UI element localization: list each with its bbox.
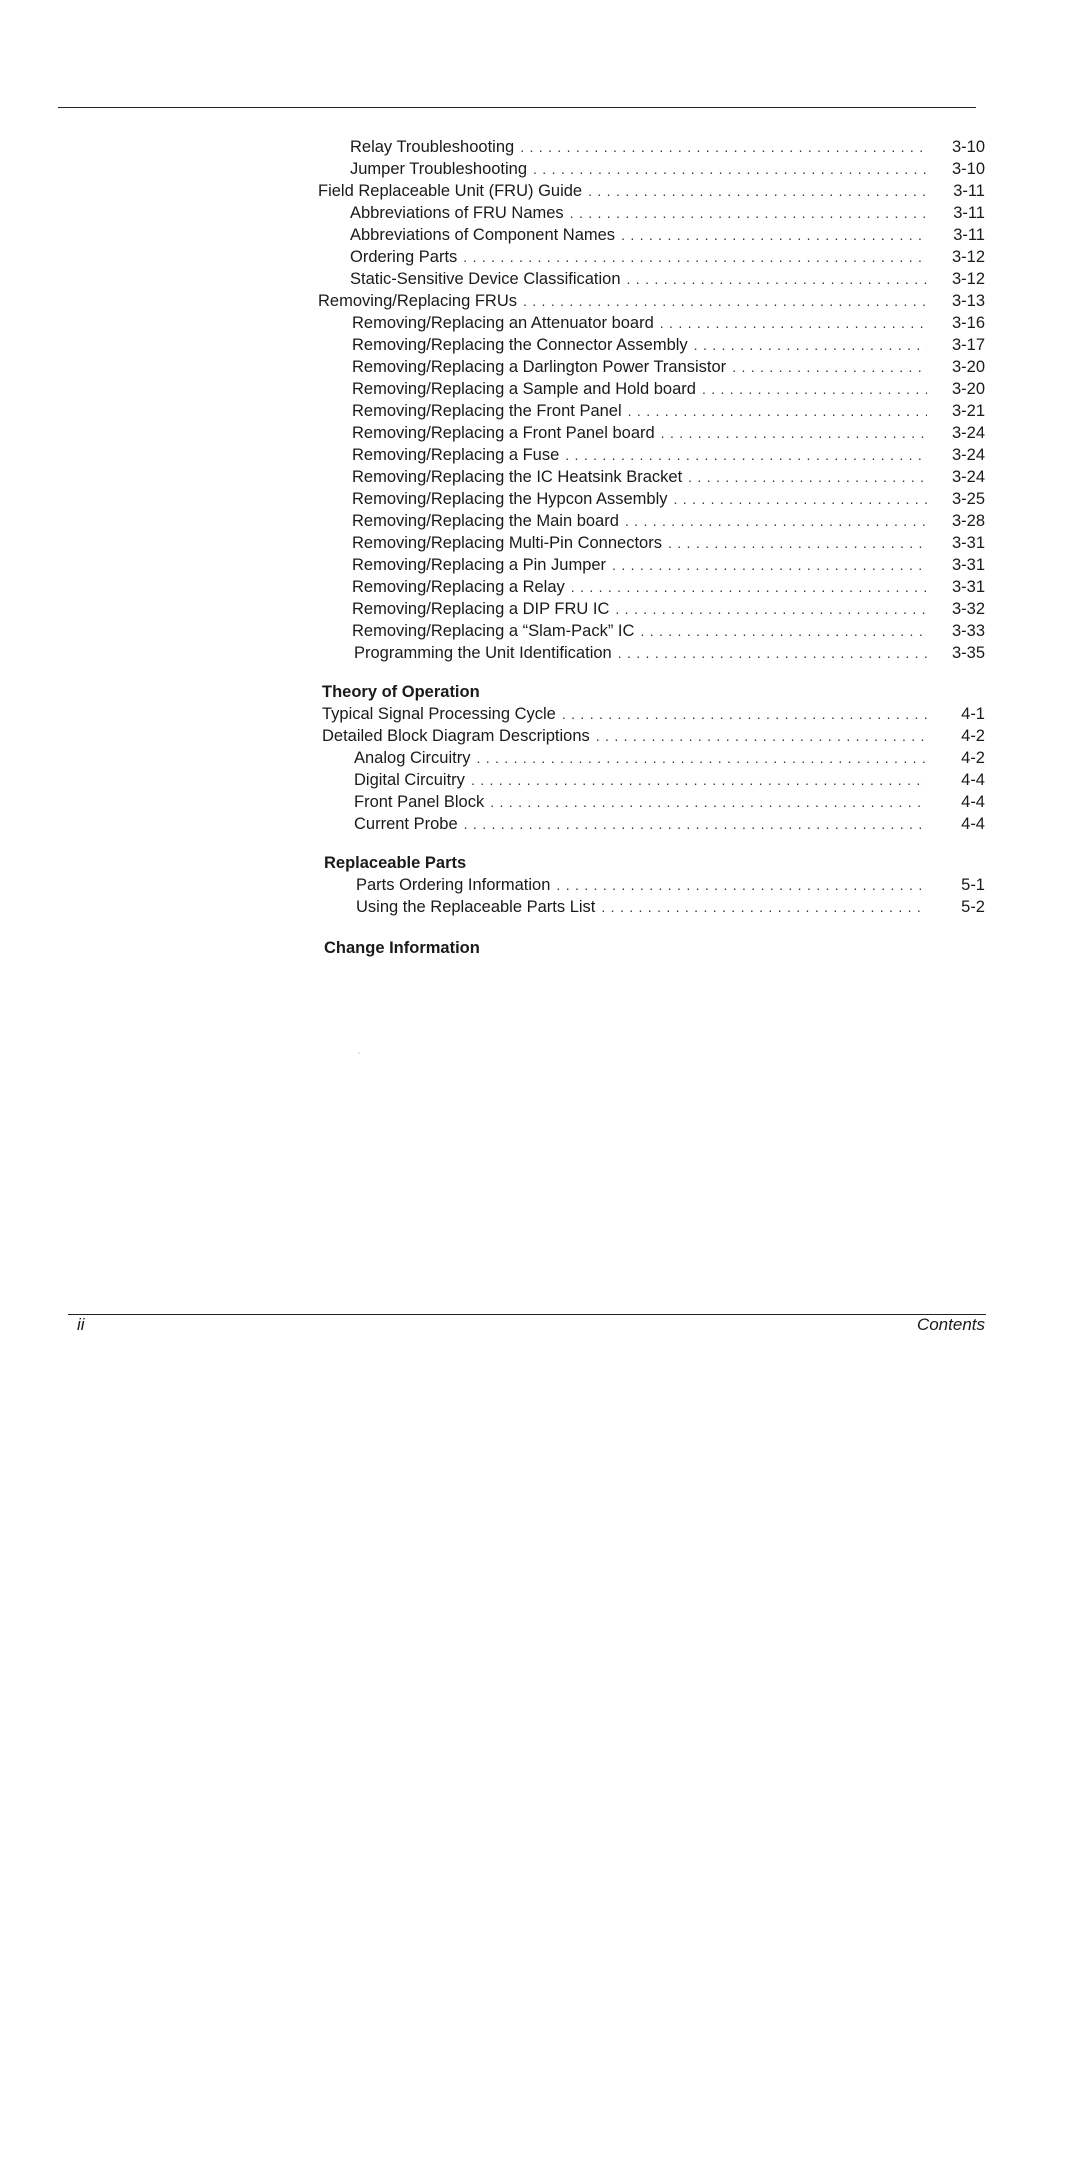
- toc-entry-page: 3-16: [951, 314, 985, 332]
- leader-dots: [612, 554, 927, 576]
- toc-entry[interactable]: [352, 400, 985, 422]
- toc-entry-title: Removing/Replacing the Front Panel: [352, 402, 622, 420]
- footer-section-name: Contents: [916, 1315, 985, 1334]
- leader-dots: [556, 874, 927, 896]
- toc-entry-page: 3-31: [951, 556, 985, 574]
- toc-entry-page: 3-20: [951, 358, 985, 376]
- toc-entry-page: 3-25: [951, 490, 985, 508]
- toc-entry[interactable]: [354, 747, 985, 769]
- toc-entry-title: Removing/Replacing the Hypcon Assembly: [352, 490, 668, 508]
- toc-entry[interactable]: [350, 268, 985, 290]
- leader-dots: [694, 334, 927, 356]
- toc-entry-page: 5-2: [961, 898, 985, 916]
- toc-entry[interactable]: [352, 444, 985, 466]
- leader-dots: [674, 488, 928, 510]
- toc-entry-page: 3-31: [951, 534, 985, 552]
- toc-entry-page: 3-32: [951, 600, 985, 618]
- toc-entry[interactable]: [356, 874, 985, 896]
- toc-entry-title: Removing/Replacing the Main board: [352, 512, 619, 530]
- toc-entry-page: 4-4: [961, 771, 985, 789]
- leader-dots: [601, 896, 927, 918]
- toc-entry-title: Removing/Replacing Multi-Pin Connectors: [352, 534, 662, 552]
- toc-entry-page: 3-10: [951, 138, 985, 156]
- bottom-rule: [68, 1314, 986, 1315]
- top-rule: [58, 107, 976, 108]
- toc-entry-page: 3-20: [951, 380, 985, 398]
- toc-entry-page: 4-4: [961, 815, 985, 833]
- toc-entry[interactable]: [352, 422, 985, 444]
- toc-entry-title: Removing/Replacing the Connector Assembly: [352, 336, 688, 354]
- toc-entry-title: Programming the Unit Identification: [354, 644, 612, 662]
- leader-dots: [628, 400, 927, 422]
- toc-entry[interactable]: [352, 554, 985, 576]
- leader-dots: [660, 312, 927, 334]
- toc-entry[interactable]: [350, 158, 985, 180]
- toc-entry-title: Removing/Replacing an Attenuator board: [352, 314, 654, 332]
- leader-dots: [471, 769, 927, 791]
- toc-entry-page: 3-24: [951, 424, 985, 442]
- toc-entry-title: Digital Circuitry: [354, 771, 465, 789]
- footer-page-number: ii: [77, 1315, 85, 1334]
- toc-entry[interactable]: [352, 532, 985, 554]
- toc-entry[interactable]: [354, 642, 985, 664]
- toc-entry[interactable]: [352, 488, 985, 510]
- toc-entry-page: 3-10: [951, 160, 985, 178]
- toc-entry-page: 3-11: [953, 204, 985, 222]
- toc-entry-title: Abbreviations of Component Names: [350, 226, 616, 244]
- toc-entry[interactable]: [352, 334, 985, 356]
- toc-entry-page: 3-13: [951, 292, 985, 310]
- section-heading-parts[interactable]: Replaceable Parts: [324, 854, 467, 872]
- toc-entry[interactable]: [318, 290, 985, 312]
- toc-entry-title: Using the Replaceable Parts List: [356, 898, 596, 916]
- toc-entry-title: Removing/Replacing a Darlington Power Transistor: [352, 358, 727, 376]
- toc-entry-title: Removing/Replacing a Sample and Hold board: [352, 380, 696, 398]
- toc-entry-page: 3-33: [951, 622, 985, 640]
- toc-entry-title: Removing/Replacing a “Slam-Pack” IC: [352, 622, 635, 640]
- leader-dots: [565, 444, 927, 466]
- toc-entry-page: 4-1: [961, 705, 985, 723]
- toc-entry-page: 3-24: [951, 446, 985, 464]
- toc-entry[interactable]: [350, 224, 985, 246]
- toc-entry-title: Ordering Parts: [350, 248, 458, 266]
- toc-entry-title: Typical Signal Processing Cycle: [322, 705, 556, 723]
- leader-dots: [464, 813, 927, 835]
- toc-entry-page: 3-11: [953, 226, 985, 244]
- toc-entry-page: 5-1: [961, 876, 985, 894]
- leader-dots: [476, 747, 927, 769]
- toc-entry-title: Parts Ordering Information: [356, 876, 551, 894]
- toc-entry[interactable]: [352, 510, 985, 532]
- toc-entry[interactable]: [354, 769, 985, 791]
- toc-entry-page: 3-11: [953, 182, 985, 200]
- leader-dots: [621, 224, 927, 246]
- toc-entry[interactable]: [356, 896, 985, 918]
- toc-entry[interactable]: [352, 576, 985, 598]
- toc-entry-title: Current Probe: [354, 815, 458, 833]
- toc-entry-page: 3-35: [951, 644, 985, 662]
- toc-entry-title: Removing/Replacing a Relay: [352, 578, 565, 596]
- toc-entry-title: Analog Circuitry: [354, 749, 471, 767]
- leader-dots: [625, 510, 927, 532]
- toc-entry[interactable]: [318, 180, 985, 202]
- leader-dots: [523, 290, 927, 312]
- toc-entry[interactable]: [350, 202, 985, 224]
- toc-entry-title: Field Replaceable Unit (FRU) Guide: [318, 182, 583, 200]
- toc-entry-title: Detailed Block Diagram Descriptions: [322, 727, 590, 745]
- toc-entry[interactable]: [322, 725, 985, 747]
- leader-dots: [490, 791, 927, 813]
- leader-dots: [732, 356, 927, 378]
- leader-dots: [571, 576, 927, 598]
- toc-entry-page: 3-21: [951, 402, 985, 420]
- leader-dots: [702, 378, 927, 400]
- toc-entry-title: Removing/Replacing the IC Heatsink Bracket: [352, 468, 683, 486]
- toc-entry-title: Removing/Replacing FRUs: [318, 292, 517, 310]
- leader-dots: [570, 202, 927, 224]
- leader-dots: [615, 598, 927, 620]
- toc-entry[interactable]: [352, 620, 985, 642]
- toc-entry-page: 3-31: [951, 578, 985, 596]
- leader-dots: [588, 180, 927, 202]
- leader-dots: [661, 422, 927, 444]
- leader-dots: [596, 725, 927, 747]
- toc-entry-title: Removing/Replacing a DIP FRU IC: [352, 600, 610, 618]
- toc-entry[interactable]: [354, 791, 985, 813]
- toc-entry-title: Abbreviations of FRU Names: [350, 204, 564, 222]
- toc-entry-title: Static-Sensitive Device Classification: [350, 270, 621, 288]
- scan-speck: [358, 1052, 360, 1054]
- leader-dots: [463, 246, 927, 268]
- toc-entry-page: 3-24: [951, 468, 985, 486]
- toc-entry-title: Front Panel Block: [354, 793, 485, 811]
- toc-entry[interactable]: [352, 312, 985, 334]
- toc-entry-page: 4-2: [961, 749, 985, 767]
- leader-dots: [520, 136, 927, 158]
- toc-entry[interactable]: [352, 378, 985, 400]
- leader-dots: [627, 268, 927, 290]
- toc-entry[interactable]: [352, 466, 985, 488]
- leader-dots: [668, 532, 927, 554]
- toc-entry[interactable]: [350, 246, 985, 268]
- toc-entry-title: Removing/Replacing a Pin Jumper: [352, 556, 607, 574]
- toc-entry-page: 3-12: [951, 270, 985, 288]
- toc-entry-title: Removing/Replacing a Front Panel board: [352, 424, 655, 442]
- toc-entry-title: Jumper Troubleshooting: [350, 160, 528, 178]
- toc-entry-title: Removing/Replacing a Fuse: [352, 446, 560, 464]
- toc-entry-page: 3-17: [951, 336, 985, 354]
- toc-entry[interactable]: [350, 136, 985, 158]
- toc-entry-page: 3-28: [951, 512, 985, 530]
- toc-entry[interactable]: [322, 703, 985, 725]
- section-heading-theory[interactable]: Theory of Operation: [322, 683, 480, 701]
- leader-dots: [562, 703, 927, 725]
- toc-entry-page: 3-12: [951, 248, 985, 266]
- leader-dots: [618, 642, 927, 664]
- leader-dots: [533, 158, 927, 180]
- toc-entry-title: Relay Troubleshooting: [350, 138, 515, 156]
- toc-entry[interactable]: [354, 813, 985, 835]
- toc-entry-page: 4-2: [961, 727, 985, 745]
- leader-dots: [688, 466, 927, 488]
- leader-dots: [640, 620, 927, 642]
- section-heading-change[interactable]: Change Information: [324, 939, 480, 957]
- toc-entry-page: 4-4: [961, 793, 985, 811]
- toc-entry[interactable]: [352, 598, 985, 620]
- toc-entry[interactable]: [352, 356, 985, 378]
